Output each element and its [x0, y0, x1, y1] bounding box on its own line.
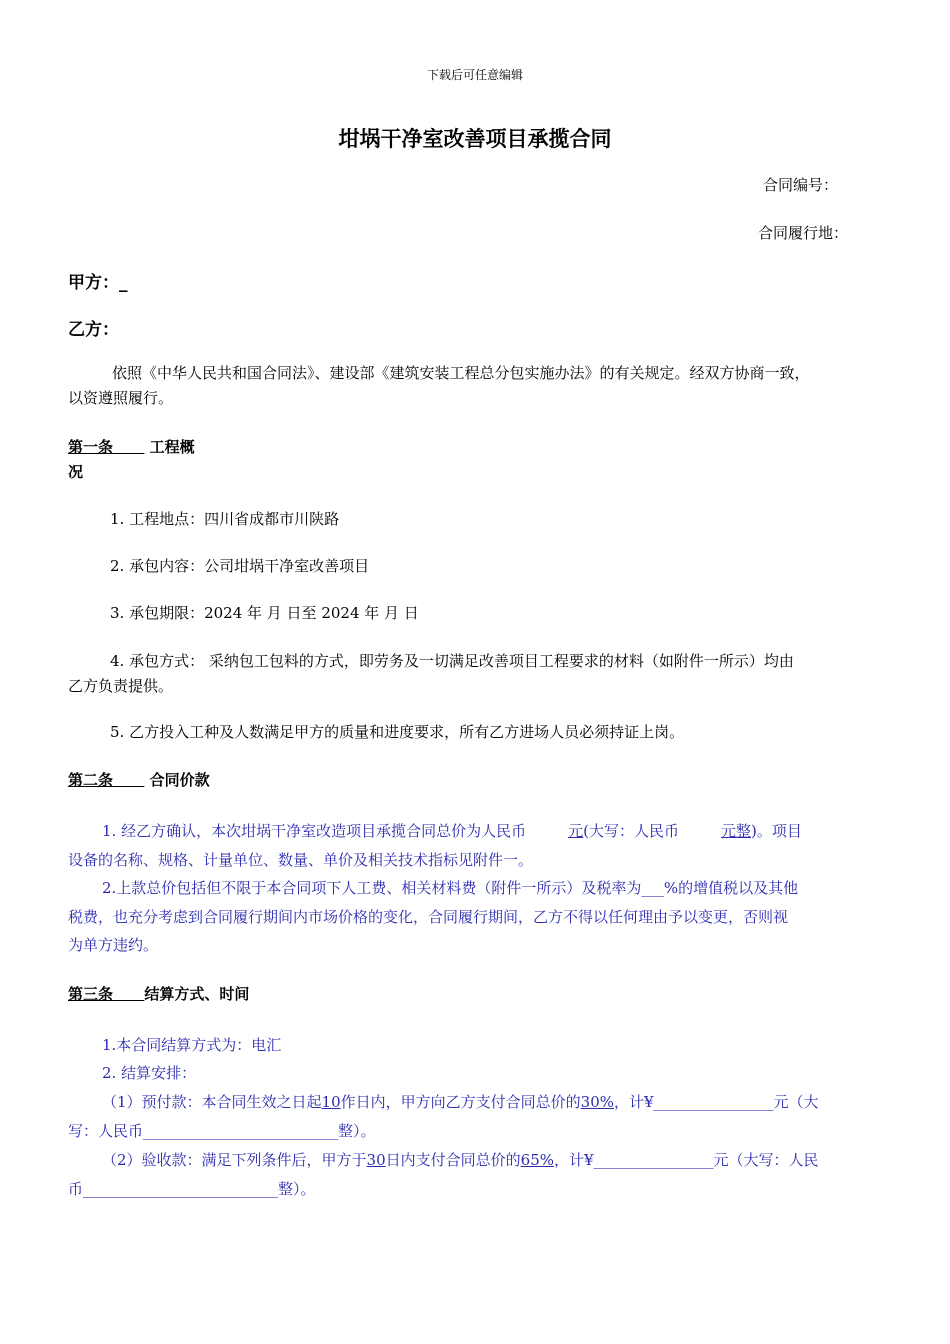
article-1-item-3: 3. 承包期限：2024 年 月 日至 2024 年 月 日	[110, 604, 419, 622]
article-2-para-1-text: 1. 经乙方确认，本次坩埚干净室改造项目承揽合同总价为人民币	[102, 822, 527, 840]
acceptance-payment-uppercase-end: 整）。	[278, 1180, 316, 1198]
acceptance-payment-percent: 65%	[520, 1151, 554, 1169]
article-3-title: 结算方式、时间	[144, 985, 250, 1003]
acceptance-payment-uppercase-label: 币	[68, 1180, 84, 1198]
article-2-para-1-end: )。项目	[750, 822, 802, 840]
advance-payment-unit: 元（大	[773, 1093, 819, 1111]
advance-payment-days: 10	[321, 1093, 341, 1111]
acceptance-payment-uppercase-blank: __________________________	[83, 1180, 279, 1198]
settlement-arrangement-label: 2. 结算安排：	[102, 1064, 197, 1082]
article-3-heading	[68, 983, 249, 1004]
document-title: 坩埚干净室改善项目承揽合同	[338, 127, 612, 151]
article-1-item-1: 1. 工程地点：四川省成都市川陕路	[110, 510, 340, 528]
article-2-para-1-line2: 设备的名称、规格、计量单位、数量、单价及相关技术指标见附件一。	[68, 851, 534, 869]
advance-payment-uppercase-end: 整）。	[338, 1122, 376, 1140]
acceptance-payment-text-2: 日内支付合同总价的	[385, 1151, 521, 1169]
article-2-para-1-uppercase: (大写：人民币	[583, 822, 679, 840]
article-2-para-2-text-end: %的增值税以及其他	[663, 879, 799, 897]
intro-paragraph-line2: 以资遵照履行。	[68, 389, 174, 407]
article-1-item-2: 2. 承包内容：公司坩埚干净室改善项目	[110, 557, 370, 575]
advance-payment-text: （1）预付款：本合同生效之日起	[102, 1093, 322, 1111]
article-1-item-4: 4. 承包方式： 采纳包工包料的方式，即劳务及一切满足改善项目工程要求的材料（如附件一所示）均由	[110, 652, 794, 670]
article-2-para-2-text: 2.上款总价包括但不限于本合同项下人工费、相关材料费（附件一所示）及税率为	[102, 879, 642, 897]
acceptance-payment-unit: 元（大写：人民	[713, 1151, 819, 1169]
article-3-number: 第三条	[68, 985, 114, 1003]
advance-payment-amount-blank: ________________	[653, 1093, 774, 1111]
acceptance-payment-text: （2）验收款：满足下列条件后，甲方于	[102, 1151, 367, 1169]
article-2-heading	[68, 769, 210, 790]
party-b-label: 乙方：	[68, 320, 119, 340]
advance-payment-line2	[68, 1120, 376, 1141]
article-2-para-2-line3: 为单方违约。	[68, 936, 159, 954]
article-1-gap	[113, 438, 144, 456]
contract-number-label: 合同编号：	[763, 176, 839, 194]
advance-payment-percent: 30%	[580, 1093, 614, 1111]
header-note: 下载后可任意编辑	[426, 68, 523, 82]
article-2-number: 第二条	[68, 771, 114, 789]
article-2-title: 合同价款	[149, 771, 210, 789]
acceptance-payment-amount-blank: ________________	[593, 1151, 714, 1169]
acceptance-payment-amount-label: ，计¥	[554, 1151, 594, 1169]
advance-payment-uppercase-blank: __________________________	[143, 1122, 339, 1140]
article-2-para-2-line1	[102, 877, 798, 898]
article-1-number: 第一条	[68, 438, 114, 456]
article-1-title: 工程概	[149, 438, 195, 456]
intro-paragraph-line1: 依照《中华人民共和国合同法》、建设部《建筑安装工程总分包实施办法》的有关规定。经双方协商一致，	[112, 364, 810, 382]
advance-payment-uppercase-label: 写：人民币	[68, 1122, 144, 1140]
total-price-unit: 元	[568, 822, 584, 840]
acceptance-payment-line1	[102, 1149, 819, 1170]
article-1-title-continued: 况	[68, 463, 84, 481]
acceptance-payment-days: 30	[366, 1151, 386, 1169]
advance-payment-line1	[102, 1091, 819, 1112]
article-2-gap	[113, 771, 144, 789]
contract-place-label: 合同履行地：	[758, 224, 849, 242]
article-2-para-2-line2: 税费，也充分考虑到合同履行期间内市场价格的变化，合同履行期间，乙方不得以任何理由予以变更，否则视	[68, 908, 789, 926]
acceptance-payment-line2	[68, 1178, 316, 1199]
settlement-method: 1.本合同结算方式为：电汇	[102, 1036, 282, 1054]
article-1-item-4-continued: 乙方负责提供。	[68, 677, 174, 695]
article-1-item-5: 5. 乙方投入工种及人数满足甲方的质量和进度要求，所有乙方进场人员必须持证上岗。	[110, 723, 685, 741]
advance-payment-amount-label: ，计¥	[614, 1093, 654, 1111]
article-2-para-1-line1	[102, 820, 802, 841]
party-a-label: 甲方：_	[68, 273, 128, 293]
tax-rate-blank: ___	[641, 879, 664, 897]
article-1-heading	[68, 436, 195, 457]
total-price-uppercase-unit: 元整	[720, 822, 751, 840]
article-3-gap	[113, 985, 144, 1003]
advance-payment-text-2: 作日内，甲方向乙方支付合同总价的	[340, 1093, 581, 1111]
